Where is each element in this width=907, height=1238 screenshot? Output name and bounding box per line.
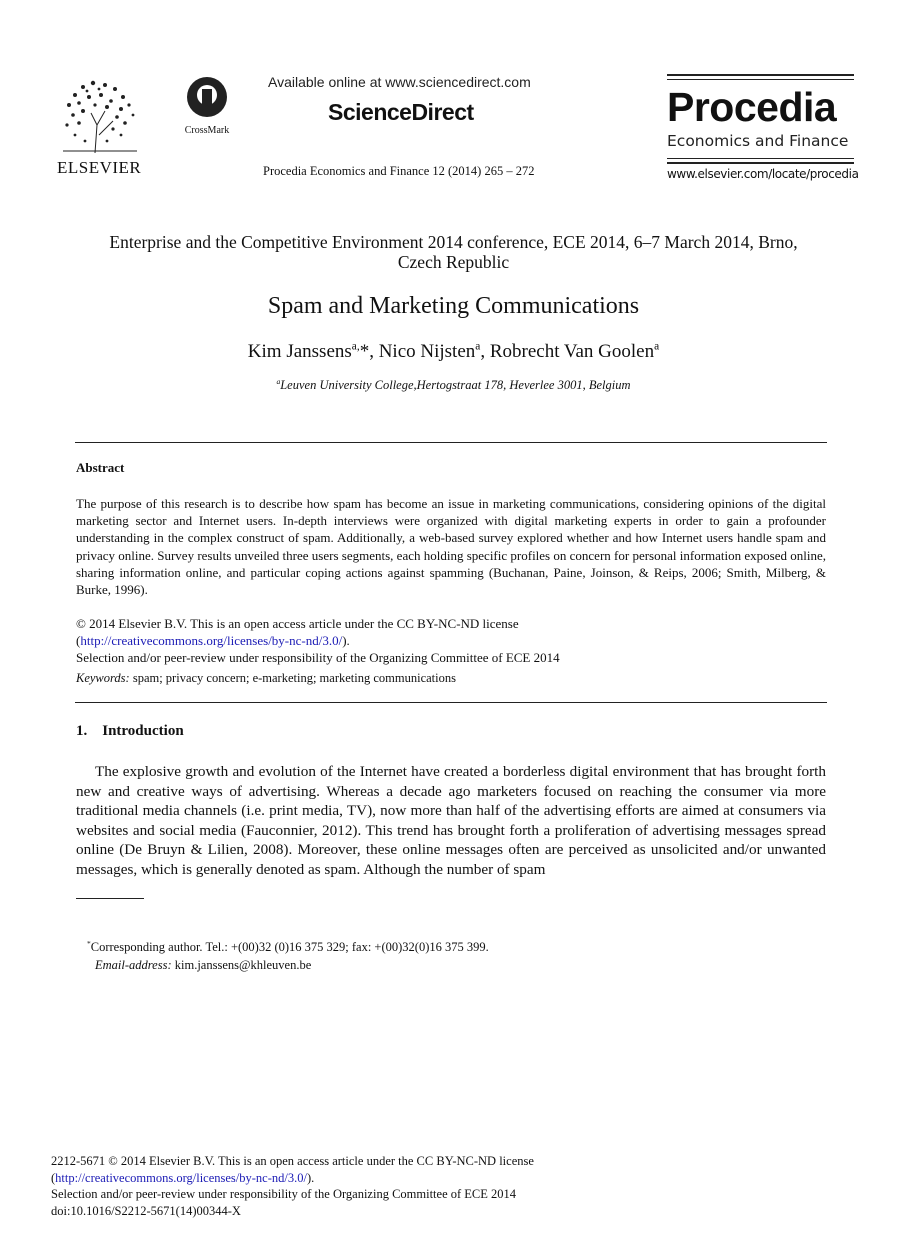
divider xyxy=(667,74,854,76)
abstract-heading: Abstract xyxy=(76,460,125,475)
keywords-list: spam; privacy concern; e-marketing; marketing communications xyxy=(129,671,456,685)
section-heading xyxy=(76,723,184,740)
corresponding-marker: * xyxy=(359,341,370,362)
corresponding-author-note xyxy=(87,938,807,956)
affiliation-mark: a xyxy=(276,376,281,386)
conference-info xyxy=(60,232,847,272)
conference-line-1: Enterprise and the Competitive Environment 2014 conference, ECE 2014, 6–7 March 2014, Brno, xyxy=(109,232,798,252)
introduction-text: The explosive growth and evolution of the Internet have created a borderless digital environment that has brought forth new and creative ways of advertising. Whereas a decade ago marketers focused on reaching the consumer via more traditional media channels (i.e. print media, TV), now more than half of the advertising efforts are aimed at consumers via websites and social media (Fauconnier, 2012). This trend has brought forth a proliferation of advertising messages spread online (De Bruyn & Lilien, 2008). Moreover, these online messages often are perceived as unsolicited and/or unwanted messages, which is generally denoted as spam. Although the number of spam xyxy=(76,763,826,878)
crossmark-label: CrossMark xyxy=(184,125,230,136)
crossmark-badge[interactable] xyxy=(176,75,238,135)
publisher-name: ELSEVIER xyxy=(57,158,142,177)
review-line: Selection and/or peer-review under responsibility of the Organizing Committee of ECE 2014 xyxy=(76,650,560,665)
email-line xyxy=(87,956,807,974)
doi[interactable]: doi:10.1016/S2212-5671(14)00344-X xyxy=(51,1203,241,1218)
procedia-url-link[interactable]: www.elsevier.com/locate/procedia xyxy=(667,167,859,181)
copyright-block xyxy=(76,615,826,666)
divider xyxy=(75,442,827,443)
paren: ). xyxy=(342,633,350,648)
email-address[interactable]: kim.janssens@khleuven.be xyxy=(171,958,312,972)
affiliation xyxy=(60,378,847,393)
divider xyxy=(667,162,854,164)
procedia-logo xyxy=(667,74,859,181)
abstract-text: The purpose of this research is to describe how spam has become an issue in marketing communications, considering opinions of the digital marketing sector and Internet users. In-depth interviews were organized with digital marketing experts in order to gain a profounder understanding in the complex construct of spam. Additionally, a web-based survey explored whether and how Internet users handle spam and privacy online. Survey results unveiled three users segments, each holding specific profiles on concern for personal information exposed online, sharing information online, and particular coping actions against spamming (Buchanan, Paine, Joinson, & Reips, 2006; Smith, Milberg, & Burke, 1996). xyxy=(76,496,826,598)
footer-issn-line: 2212-5671 © 2014 Elsevier B.V. This is an open access article under the CC BY-NC-ND license xyxy=(51,1154,534,1168)
corresponding-author-text: Corresponding author. Tel.: +(00)32 (0)16 375 329; fax: +(00)32(0)16 375 399. xyxy=(90,940,489,954)
license-link[interactable]: http://creativecommons.org/licenses/by-nc-nd/3.0/ xyxy=(80,633,343,648)
footnote-marker: * xyxy=(87,938,91,948)
author-name: Robrecht Van Goolen xyxy=(489,341,655,362)
copyright-line: © 2014 Elsevier B.V. This is an open access article under the CC BY-NC-ND license xyxy=(76,616,519,631)
divider xyxy=(667,79,854,80)
journal-reference: Procedia Economics and Finance 12 (2014) 265 – 272 xyxy=(263,164,535,178)
email-label: Email-address: xyxy=(95,958,172,972)
elsevier-logo xyxy=(55,75,150,175)
section-number: 1. xyxy=(76,723,88,739)
footer-review-line: Selection and/or peer-review under responsibility of the Organizing Committee of ECE 2014 xyxy=(51,1187,517,1201)
footnote xyxy=(87,938,807,974)
divider xyxy=(75,702,827,703)
procedia-name: Procedia xyxy=(667,84,837,130)
author-separator: , xyxy=(480,341,490,362)
page-footer xyxy=(51,1153,851,1219)
elsevier-tree-icon xyxy=(55,75,145,155)
paper-title: Spam and Marketing Communications xyxy=(267,293,640,319)
footer-license-link[interactable]: http://creativecommons.org/licenses/by-nc-nd/3.0/ xyxy=(55,1170,307,1185)
procedia-subtitle: Economics and Finance xyxy=(667,132,849,150)
sciencedirect-wordmark: ScienceDirect xyxy=(328,99,474,125)
paren: ( xyxy=(76,633,81,648)
footnote-divider xyxy=(76,898,144,899)
conference-line-2: Czech Republic xyxy=(397,252,510,272)
section-title: Introduction xyxy=(102,723,184,739)
author-list xyxy=(60,341,847,363)
author-affiliation-mark: a xyxy=(654,340,660,353)
divider xyxy=(667,158,854,159)
author-affiliation-mark: a, xyxy=(351,340,360,353)
author-name: Kim Janssens xyxy=(247,341,352,362)
paren: ( xyxy=(51,1170,56,1185)
crossmark-icon xyxy=(185,75,229,119)
available-online: Available online at www.sciencedirect.com xyxy=(268,74,531,90)
author-separator: , xyxy=(369,341,379,362)
footer-license-line xyxy=(51,1170,851,1187)
keywords-label: Keywords: xyxy=(76,671,130,685)
keywords xyxy=(76,671,826,686)
affiliation-text: Leuven University College,Hertogstraat 178, Heverlee 3001, Belgium xyxy=(280,378,631,392)
author-affiliation-mark: a xyxy=(475,340,481,353)
author-name: Nico Nijsten xyxy=(378,341,476,362)
paren: ). xyxy=(306,1170,315,1185)
license-line xyxy=(76,632,826,649)
